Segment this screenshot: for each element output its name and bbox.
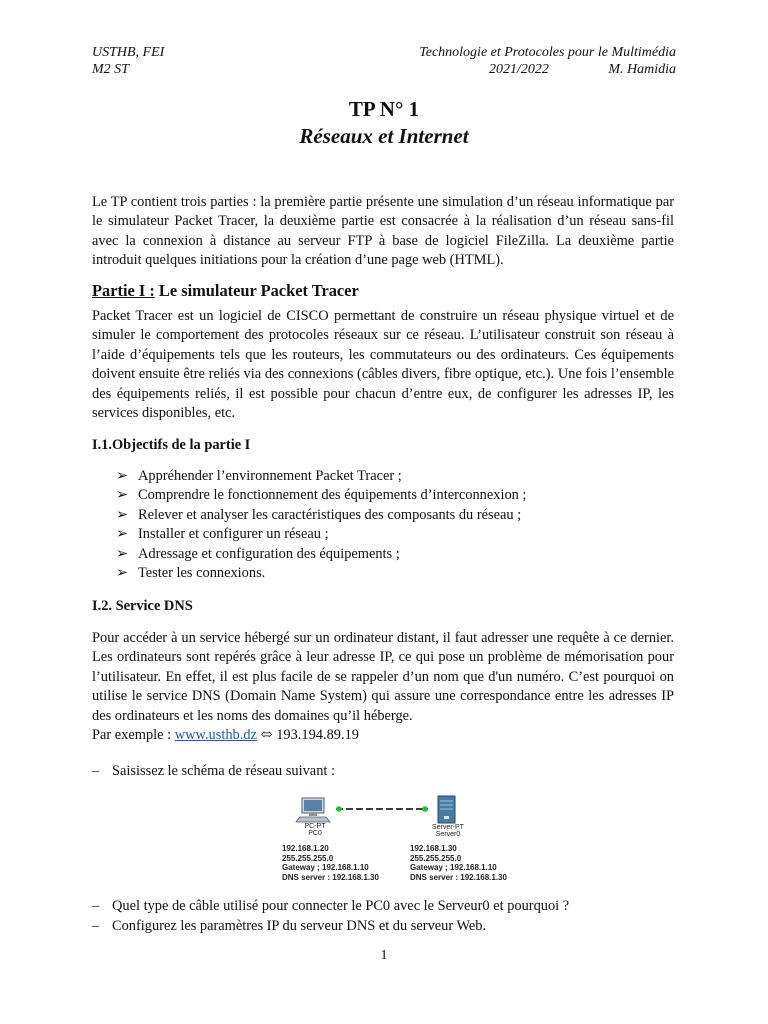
task-2: – Quel type de câble utilisé pour connecter le PC0 avec le Serveur0 et pourquoi ?	[92, 898, 570, 914]
usthb-link[interactable]: www.usthb.dz	[174, 727, 257, 743]
task-1: – Saisissez le schéma de réseau suivant :	[92, 763, 335, 779]
network-diagram	[278, 792, 528, 884]
dns-paragraph: Pour accéder à un service hébergé sur un ordinateur distant, il faut adresser une requête à ce dernier. Les ordinateurs sont repérés grâce à leur adresse IP, ce qui pose un problème de mémorisation pour l’utilisateur. En effet, il est plus facile de se rappeler d’un nom que d'un numéro. C’est pourquoi on utilise le service DNS (Domain Name System) qui assure une correspondance entre les adresses IP des ordinateurs et les noms des domaines qu’il héberge.	[92, 630, 674, 724]
header-author: M. Hamidia	[608, 62, 676, 77]
section12-heading: I.2. Service DNS	[92, 598, 193, 614]
list-item: ➢ Comprendre le fonctionnement des équipements d’interconnexion ;	[116, 486, 676, 505]
page-title: TP N° 1	[348, 97, 420, 121]
double-arrow-icon: ⬄	[260, 727, 273, 743]
header-left-line2: M2 ST	[92, 62, 129, 77]
section11-heading: I.1.Objectifs de la partie I	[92, 437, 251, 453]
pc-icon	[296, 798, 330, 822]
arrow-bullet-icon: ➢	[116, 545, 129, 562]
pc-config: 192.168.1.20 255.255.255.0 Gateway ; 192.168.1.10 DNS server : 192.168.1.30	[282, 844, 379, 882]
crossover-cable	[336, 806, 428, 812]
example-ip: 193.194.89.19	[276, 727, 359, 743]
server-icon	[438, 796, 455, 823]
list-item: ➢ Installer et configurer un réseau ;	[116, 525, 676, 544]
part1-heading	[92, 281, 359, 301]
part1-paragraph: Packet Tracer est un logiciel de CISCO permettant de construire un réseau physique virtuel et de simuler le comportement des protocoles réseaux sur ce réseau. L’utilisateur construit son réseau à l’aide d’équipements tels que les routeurs, les commutateurs ou des ordinateurs. Ces équipements doivent ensuite être reliés via des connexions (câbles divers, fibre optique, etc.). Une fois l’ensemble des équipements reliés, il est possible pour chacun d’entre eux, de configurer les adresses IP, les services disponibles, etc.	[92, 308, 674, 422]
list-item: ➢ Adressage et configuration des équipements ;	[116, 545, 676, 564]
header-course-title: Technologie et Protocoles pour le Multimédia	[419, 45, 676, 60]
part1-label: Partie I :	[92, 281, 155, 300]
page-number: 1	[380, 948, 388, 963]
server-type-label: Server-PT	[432, 824, 464, 831]
arrow-bullet-icon: ➢	[116, 526, 129, 543]
intro-paragraph: Le TP contient trois parties : la première partie présente une simulation d’un réseau informatique par le simulateur Packet Tracer, la deuxième partie est consacrée à la réalisation d’un réseau sans-fil avec la connexion à distance au serveur FTP à base de logiciel FileZilla. La deuxième partie introduit quelques initiations pour la création d’une page web (HTML).	[92, 194, 674, 269]
server-config: 192.168.1.30 255.255.255.0 Gateway ; 192.168.1.10 DNS server : 192.168.1.30	[410, 844, 507, 882]
header-year: 2021/2022	[489, 62, 549, 77]
header-left-line1: USTHB, FEI	[92, 45, 165, 60]
list-item: ➢ Relever et analyser les caractéristiques des composants du réseau ;	[116, 506, 676, 525]
link-status-dot	[336, 806, 342, 812]
pc-type-label: PC-PT	[304, 823, 326, 830]
list-item: ➢ Appréhender l’environnement Packet Tracer ;	[116, 467, 676, 486]
dns-example: Par exemple : www.usthb.dz ⬄ 193.194.89.19	[92, 727, 359, 743]
pc-name-label: PC0	[308, 830, 322, 837]
part1-title: Le simulateur Packet Tracer	[154, 281, 359, 300]
arrow-bullet-icon: ➢	[116, 487, 129, 504]
task-3: – Configurez les paramètres IP du serveur DNS et du serveur Web.	[92, 918, 487, 934]
arrow-bullet-icon: ➢	[116, 565, 129, 582]
link-status-dot	[422, 806, 428, 812]
arrow-bullet-icon: ➢	[116, 468, 129, 484]
arrow-bullet-icon: ➢	[116, 506, 129, 523]
server-name-label: Server0	[435, 831, 461, 838]
list-item: ➢ Tester les connexions.	[116, 564, 676, 583]
page-subtitle: Réseaux et Internet	[299, 124, 469, 148]
objectives-list	[116, 467, 676, 583]
